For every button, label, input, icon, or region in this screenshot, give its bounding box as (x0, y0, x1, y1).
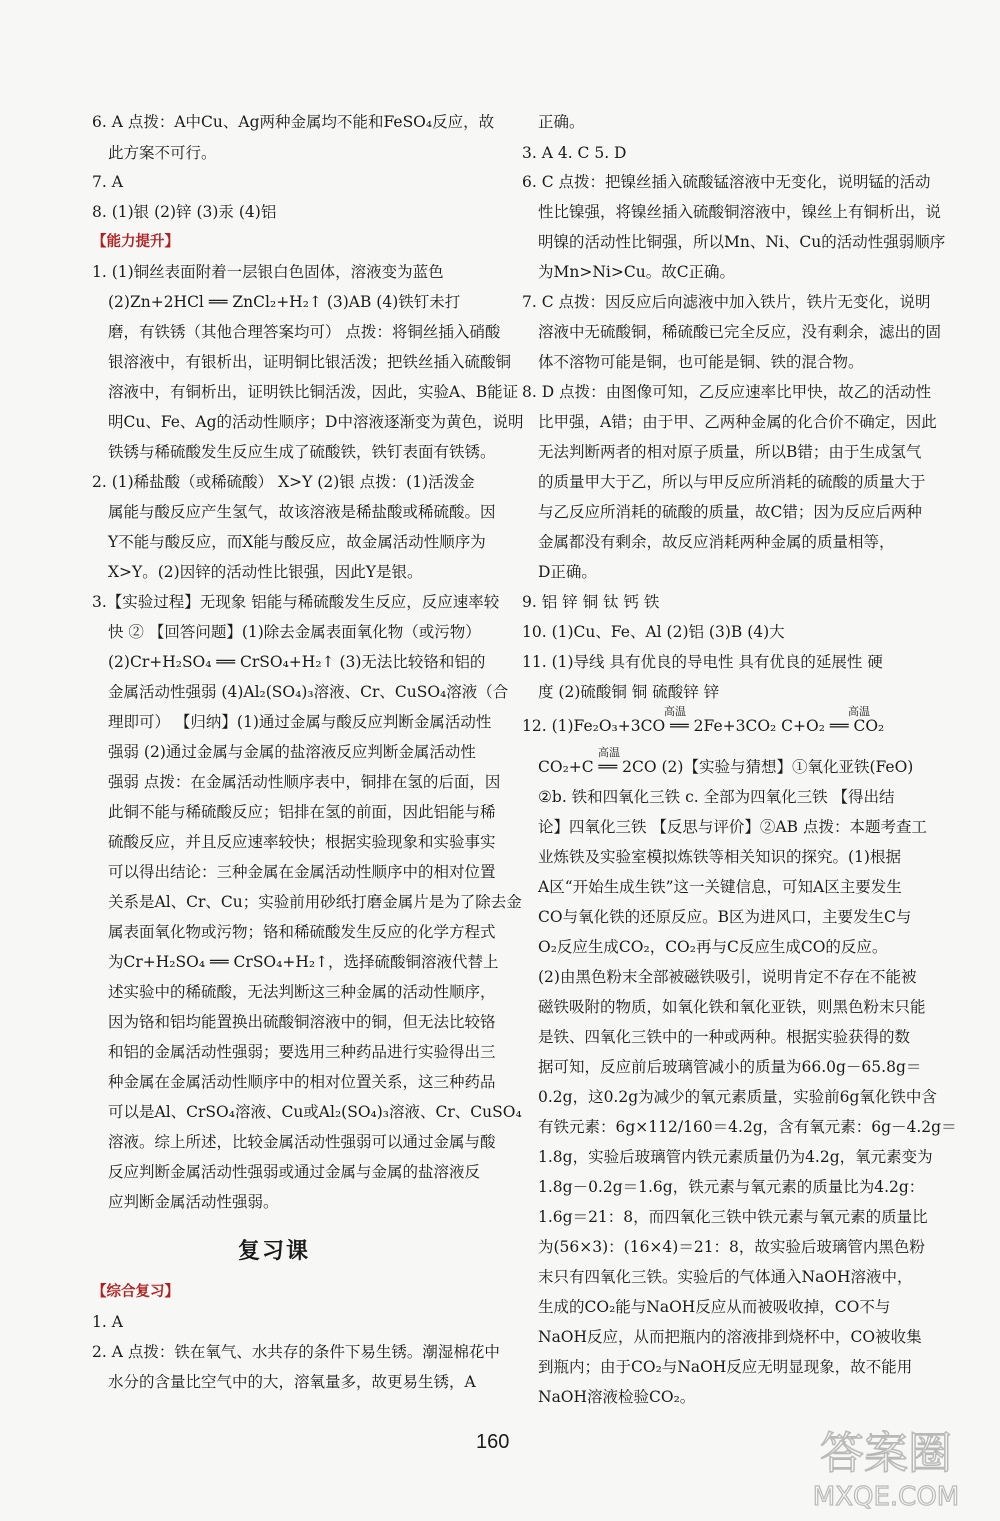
text-line: 9. 铝 锌 铜 钛 钙 铁 (522, 593, 660, 611)
text-line: 比甲强，A错；由于甲、乙两种金属的化合价不确定，因此 (538, 413, 937, 431)
text-line: 此方案不可行。 (108, 144, 217, 162)
text-line: (2)由黑色粉末全部被磁铁吸引，说明肯定不存在不能被 (538, 968, 917, 986)
text-line: 述实验中的稀硫酸，无法判断这三种金属的活动性顺序， (108, 983, 496, 1001)
text-line: 理即可） 【归纳】(1)通过金属与酸反应判断金属活动性 (108, 713, 492, 731)
watermark-icon (786, 1413, 986, 1513)
text-line: 到瓶内；由于CO₂与NaOH反应无明显现象，故不能用 (538, 1358, 913, 1376)
text-line: 2. (1)稀盐酸（或稀硫酸） X>Y (2)银 点拨：(1)活泼金 (92, 473, 475, 491)
text-line: 8. D 点拨：由图像可知，乙反应速率比甲快，故乙的活动性 (522, 383, 932, 401)
text-line: 有铁元素：6g×112/160＝4.2g，含有氧元素：6g－4.2g＝ (538, 1118, 957, 1136)
text-line: ②b. 铁和四氧化三铁 c. 全部为四氧化三铁 【得出结 (538, 788, 895, 806)
text-line: 为Mn>Ni>Cu。故C正确。 (538, 263, 736, 281)
text-line: CO₂+C ══ 2CO (2)【实验与猜想】①氧化亚铁(FeO) (538, 758, 914, 776)
text-line: A区“开始生成生铁”这一关键信息，可知A区主要发生 (538, 878, 902, 896)
text-line: 磨，有铁锈（其他合理答案均可） 点拨：将铜丝插入硝酸 (108, 323, 501, 341)
text-line: 1.8g－0.2g＝1.6g，铁元素与氧元素的质量比为4.2g： (538, 1178, 925, 1196)
text-line: 7. A (92, 173, 123, 191)
text-line: 3. A 4. C 5. D (522, 144, 627, 162)
reaction-condition-label: 高温 (598, 746, 620, 759)
text-line: 1.8g，实验后玻璃管内铁元素质量仍为4.2g，氧元素变为 (538, 1148, 933, 1166)
text-line: 属表面氧化物或污物；铬和稀硫酸发生反应的化学方程式 (108, 923, 496, 941)
text-line: 水分的含量比空气中的大，溶氧量多，故更易生锈，A (108, 1373, 476, 1391)
text-line: CO与氧化铁的还原反应。B区为进风口，主要发生C与 (538, 908, 912, 926)
text-line: 为Cr+H₂SO₄ ══ CrSO₄+H₂↑，选择硫酸铜溶液代替上 (108, 953, 499, 971)
text-line: 论】四氧化三铁 【反思与评价】②AB 点拨：本题考查工 (538, 818, 927, 836)
section-heading: 复习课 (238, 1239, 311, 1264)
text-line: 12. (1)Fe₂O₃+3CO ══ 2Fe+3CO₂ C+O₂ ══ CO₂ (522, 717, 885, 735)
text-line: 磁铁吸附的物质，如氧化铁和氧化亚铁，则黑色粉末只能 (538, 998, 926, 1016)
text-line: 铁锈与稀硫酸发生反应生成了硫酸铁，铁钉表面有铁锈。 (108, 443, 496, 461)
text-line: 3.【实验过程】无现象 铝能与稀硫酸发生反应，反应速率较 (92, 593, 500, 611)
text-line: D正确。 (538, 563, 597, 581)
text-line: 6. A 点拨：A中Cu、Ag两种金属均不能和FeSO₄反应，故 (92, 113, 495, 131)
text-line: 反应判断金属活动性强弱或通过金属与金属的盐溶液反 (108, 1163, 481, 1181)
text-line: 度 (2)硫酸铜 铜 硫酸锌 锌 (538, 683, 720, 701)
text-line: 与乙反应所消耗的硫酸的质量，故C错；因为反应后两种 (538, 503, 922, 521)
watermark-logo (786, 1413, 986, 1513)
text-line: 可以得出结论：三种金属在金属活动性顺序中的相对位置 (108, 863, 496, 881)
watermark-line2: MXQE.COM (812, 1482, 960, 1512)
text-line: 是铁、四氧化三铁中的一种或两种。根据实验获得的数 (538, 1028, 911, 1046)
text-line: 溶液。综上所述，比较金属活动性强弱可以通过金属与酸 (108, 1133, 496, 1151)
text-line: 因为铬和铝均能置换出硫酸铜溶液中的铜，但无法比较铬 (108, 1013, 496, 1031)
text-line: (2)Zn+2HCl ══ ZnCl₂+H₂↑ (3)AB (4)铁钉未打 (108, 293, 461, 311)
text-line: 0.2g，这0.2g为减少的氧元素质量，实验前6g氧化铁中含 (538, 1088, 937, 1106)
text-line: Y不能与酸反应，而X能与酸反应，故金属活动性顺序为 (108, 533, 486, 551)
text-line: 体不溶物可能是铜，也可能是铜、铁的混合物。 (538, 353, 864, 371)
text-line: 无法判断两者的相对原子质量，所以B错；由于生成氢气 (538, 443, 922, 461)
text-line: 明Cu、Fe、Ag的活动性顺序；D中溶液逐渐变为黄色，说明 (108, 413, 524, 431)
text-line: O₂反应生成CO₂，CO₂再与C反应生成CO的反应。 (538, 938, 888, 956)
text-line: 11. (1)导线 具有优良的导电性 具有优良的延展性 硬 (522, 653, 883, 671)
section-tag: 【综合复习】 (92, 1284, 179, 1300)
text-line: 溶液中，有铜析出，证明铁比铜活泼，因此，实验A、B能证 (108, 383, 519, 401)
text-line: 正确。 (538, 113, 585, 131)
section-tag: 【能力提升】 (92, 234, 179, 250)
text-line: 银溶液中，有银析出，证明铜比银活泼；把铁丝插入硫酸铜 (108, 353, 512, 371)
text-line: NaOH溶液检验CO₂。 (538, 1388, 696, 1406)
text-line: 业炼铁及实验室模拟炼铁等相关知识的探究。(1)根据 (538, 848, 901, 866)
text-line: 1. (1)铜丝表面附着一层银白色固体，溶液变为蓝色 (92, 263, 444, 281)
text-line: 的质量甲大于乙，所以与甲反应所消耗的硫酸的质量大于 (538, 473, 926, 491)
watermark-line1: 答案圈 (820, 1428, 952, 1479)
text-line: 金属活动性强弱 (4)Al₂(SO₄)₃溶液、Cr、CuSO₄溶液（合 (108, 683, 509, 701)
page-number: 160 (476, 1431, 510, 1453)
text-line: 10. (1)Cu、Fe、Al (2)铝 (3)B (4)大 (522, 623, 785, 641)
text-line: 快 ② 【回答问题】(1)除去金属表面氧化物（或污物） (108, 623, 481, 641)
text-line: 6. C 点拨：把镍丝插入硫酸锰溶液中无变化，说明锰的活动 (522, 173, 931, 191)
text-line: 溶液中无硫酸铜，稀硫酸已完全反应，没有剩余，滤出的固 (538, 323, 942, 341)
text-line: 强弱 (2)通过金属与金属的盐溶液反应判断金属活动性 (108, 743, 476, 761)
reaction-condition-label: 高温 (848, 705, 870, 718)
text-line: 1.6g＝21：8，而四氧化三铁中铁元素与氧元素的质量比 (538, 1208, 928, 1226)
text-line: 1. A (92, 1313, 123, 1331)
text-line: 属能与酸反应产生氢气，故该溶液是稀盐酸或稀硫酸。因 (108, 503, 496, 521)
text-line: 末只有四氧化三铁。实验后的气体通入NaOH溶液中， (538, 1268, 913, 1286)
text-line: 性比镍强，将镍丝插入硫酸铜溶液中，镍丝上有铜析出，说 (538, 203, 942, 221)
text-line: 2. A 点拨：铁在氧气、水共存的条件下易生锈。潮湿棉花中 (92, 1343, 500, 1361)
text-line: 生成的CO₂能与NaOH反应从而被吸收掉，CO不与 (538, 1298, 891, 1316)
text-line: 7. C 点拨：因反应后向滤液中加入铁片，铁片无变化，说明 (522, 293, 931, 311)
text-line: (2)Cr+H₂SO₄ ══ CrSO₄+H₂↑ (3)无法比较铬和铝的 (108, 653, 486, 671)
text-line: 可以是Al、CrSO₄溶液、Cu或Al₂(SO₄)₃溶液、Cr、CuSO₄ (108, 1103, 522, 1121)
text-line: 硫酸反应，并且反应速率较快；根据实验现象和实验事实 (108, 833, 496, 851)
text-line: 此铜不能与稀硫酸反应；铝排在氢的前面，因此铝能与稀 (108, 803, 496, 821)
text-line: 应判断金属活动性强弱。 (108, 1193, 279, 1211)
text-line: 强弱 点拨：在金属活动性顺序表中，铜排在氢的后面，因 (108, 773, 501, 791)
text-line: 明镍的活动性比铜强，所以Mn、Ni、Cu的活动性强弱顺序 (538, 233, 946, 251)
text-line: 据可知，反应前后玻璃管减小的质量为66.0g－65.8g＝ (538, 1058, 922, 1076)
text-line: X>Y。(2)因锌的活动性比银强，因此Y是银。 (108, 563, 423, 581)
text-line: 种金属在金属活动性顺序中的相对位置关系，这三种药品 (108, 1073, 496, 1091)
text-line: 8. (1)银 (2)锌 (3)汞 (4)铝 (92, 203, 277, 221)
text-line: 关系是Al、Cr、Cu；实验前用砂纸打磨金属片是为了除去金 (108, 893, 522, 911)
text-line: 为(56×3)：(16×4)＝21：8，故实验后玻璃管内黑色粉 (538, 1238, 925, 1256)
text-line: 金属都没有剩余，故反应消耗两种金属的质量相等， (538, 533, 895, 551)
reaction-condition-label: 高温 (664, 705, 686, 718)
text-line: 和铝的金属活动性强弱；要选用三种药品进行实验得出三 (108, 1043, 496, 1061)
text-line: NaOH反应，从而把瓶内的溶液排到烧杯中，CO被收集 (538, 1328, 922, 1346)
